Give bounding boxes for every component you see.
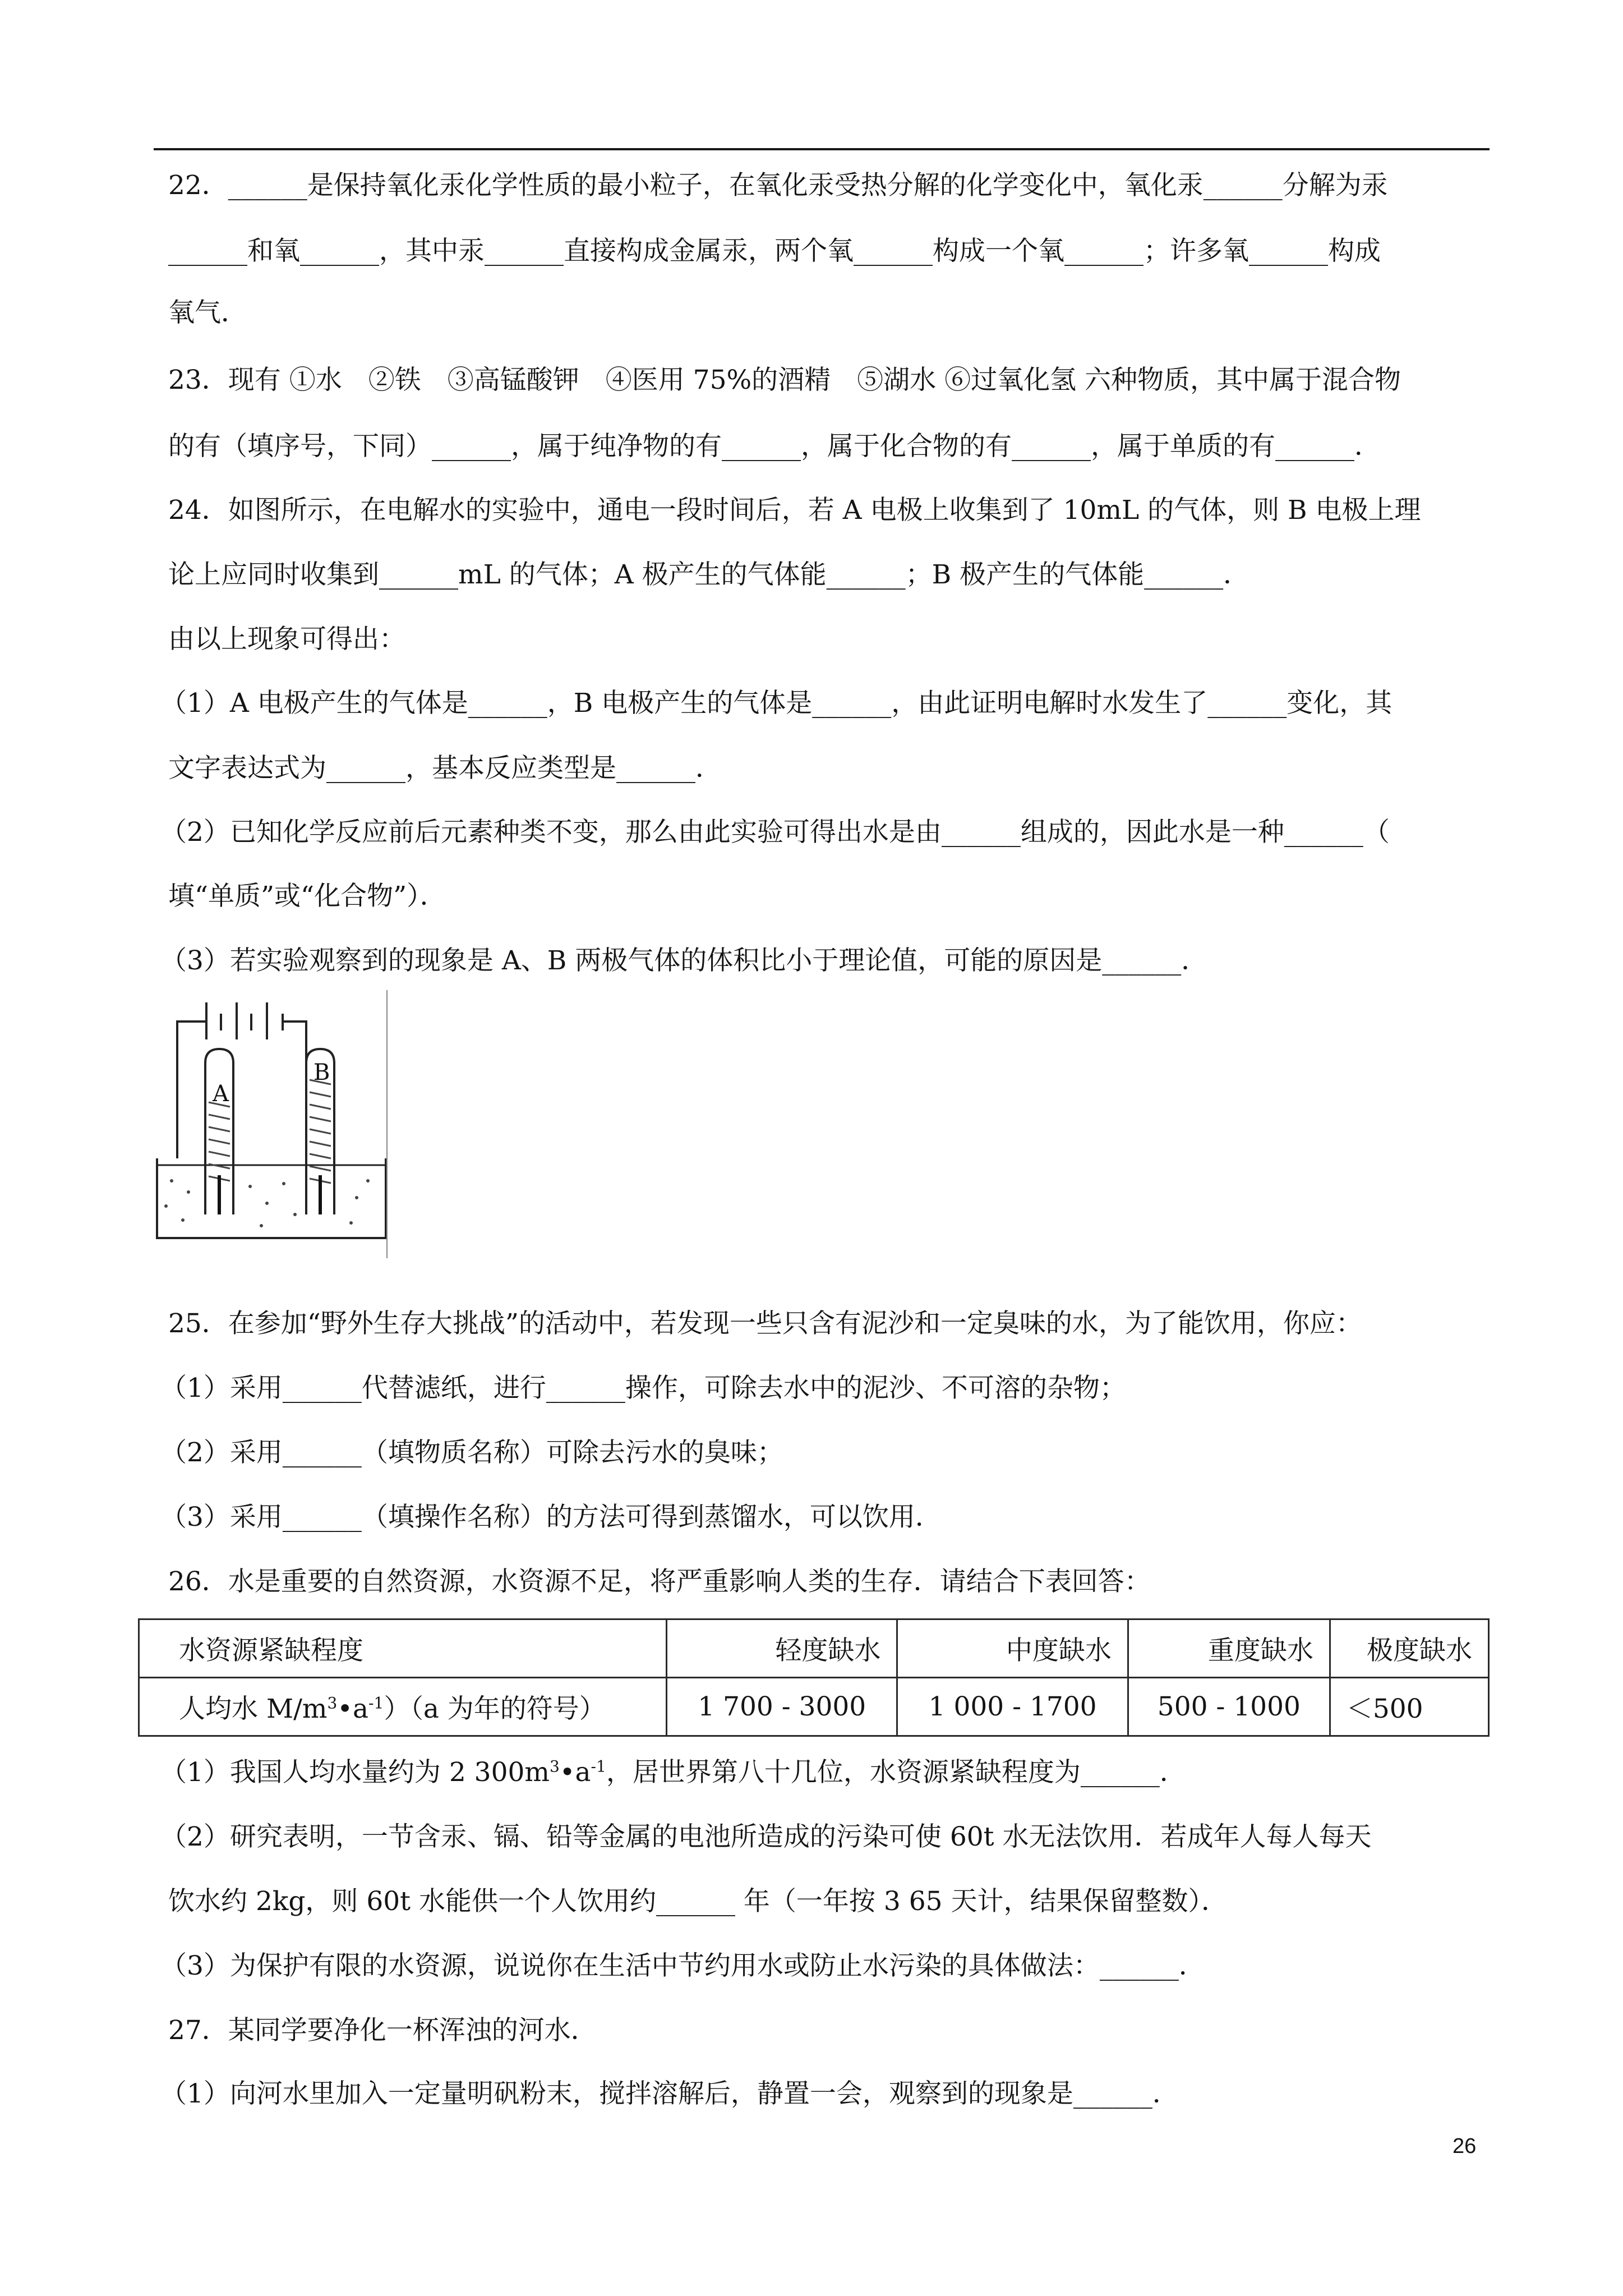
q24-line-1: 24．如图所示，在电解水的实验中，通电一段时间后，若 A 电极上收集到了 10mL 的气体，则 B 电极上理 (168, 495, 1421, 526)
electrolysis-apparatus-figure (155, 990, 390, 1259)
header-rule (154, 148, 1490, 150)
q26-sub2-line-1: （2）研究表明，一节含汞、镉、铅等金属的电池所造成的污染可使 60t 水无法饮用．若成年人每人每天 (160, 1821, 1372, 1852)
q25-sub1: （1）采用______代替滤纸，进行______操作，可除去水中的泥沙、不可溶的杂物； (160, 1373, 1126, 1404)
q24-line-3: 由以上现象可得出： (168, 624, 405, 655)
q24-sub2-line-1: （2）已知化学反应前后元素种类不变，那么由此实验可得出水是由______组成的，因此水是一种______（ (160, 817, 1390, 848)
q24-sub1-line-1: （1）A 电极产生的气体是______，B 电极产生的气体是______，由此证明电解时水发生了______变化，其 (160, 688, 1393, 719)
q23-line-2: 的有（填序号，下同）______，属于纯净物的有______，属于化合物的有______，属于单质的有______． (168, 431, 1381, 462)
electrode-label-b: B (313, 1060, 330, 1085)
q24-sub1-line-2: 文字表达式为______，基本反应类型是______． (168, 753, 722, 784)
table-header-cell: 重度缺水 (1128, 1619, 1330, 1678)
q27-line-1: 27．某同学要净化一杯浑浊的河水． (168, 2015, 597, 2046)
table-row (139, 1678, 1489, 1736)
q26-sub1: （1）我国人均水量约为 2 $300m^3•a^{-1}$，居世界第八十几位，水资源紧缺程度为______． (160, 1757, 1186, 1788)
q24-line-2: 论上应同时收集到______mL 的气体；A 极产生的气体能______；B 极产生的气体能______． (168, 559, 1250, 590)
q23-line-1: 23．现有 ①水 ②铁 ③高锰酸钾 ④医用 75%的酒精 ⑤湖水 ⑥过氧化氢 六种物质，其中属于混合物 (168, 365, 1401, 395)
q24-sub2-line-2: 填“单质”或“化合物”）． (168, 881, 446, 912)
q26-sub3: （3）为保护有限的水资源，说说你在生活中节约用水或防止水污染的具体做法：______． (160, 1950, 1205, 1981)
q26-sub2-line-2: 饮水约 2kg，则 60t 水能供一个人饮用约______ 年（一年按 3 65 天计，结果保留整数）． (168, 1886, 1228, 1917)
q25-sub2: （2）采用______（填物质名称）可除去污水的臭味； (160, 1437, 783, 1468)
table-header-cell: 中度缺水 (897, 1619, 1128, 1678)
table-cell: ＜500 (1330, 1678, 1488, 1736)
q25-sub3: （3）采用______（填操作名称）的方法可得到蒸馏水，可以饮用． (160, 1502, 942, 1533)
table-header-cell: 水资源紧缺程度 (139, 1619, 667, 1678)
q26-intro: 26．水是重要的自然资源，水资源不足，将严重影响人类的生存．请结合下表回答： (168, 1566, 1151, 1597)
table-header-cell: 轻度缺水 (667, 1619, 897, 1678)
q24-sub3: （3）若实验观察到的现象是 A、B 两极气体的体积比小于理论值，可能的原因是______． (160, 945, 1208, 976)
table-cell: 500 - 1000 (1128, 1678, 1330, 1736)
electrode-label-a: A (213, 1081, 229, 1107)
water-scarcity-table (138, 1618, 1490, 1737)
q27-sub1: （1）向河水里加入一定量明矾粉末，搅拌溶解后，静置一会，观察到的现象是______． (160, 2078, 1179, 2109)
q22-line-1: 22．______是保持氧化汞化学性质的最小粒子，在氧化汞受热分解的化学变化中，氧化汞______分解为汞 (168, 170, 1388, 201)
q22-line-3: 氧气． (168, 297, 247, 328)
q25-line-1: 25．在参加“野外生存大挑战”的活动中，若发现一些只含有泥沙和一定臭味的水，为了能饮用，你应： (168, 1308, 1362, 1339)
page-number: 26 (1453, 2134, 1477, 2158)
table-row-label: 人均水 $M/m^3•a^{-1})(a$ 为年的符号） (139, 1678, 667, 1736)
q22-line-2: ______和氧______，其中汞______直接构成金属汞，两个氧______构成一个氧______；许多氧______构成 (168, 236, 1381, 266)
table-header-row (139, 1619, 1489, 1678)
table-cell: 1 700 - 3000 (667, 1678, 897, 1736)
table-cell: 1 000 - 1700 (897, 1678, 1128, 1736)
table-header-cell: 极度缺水 (1330, 1619, 1488, 1678)
